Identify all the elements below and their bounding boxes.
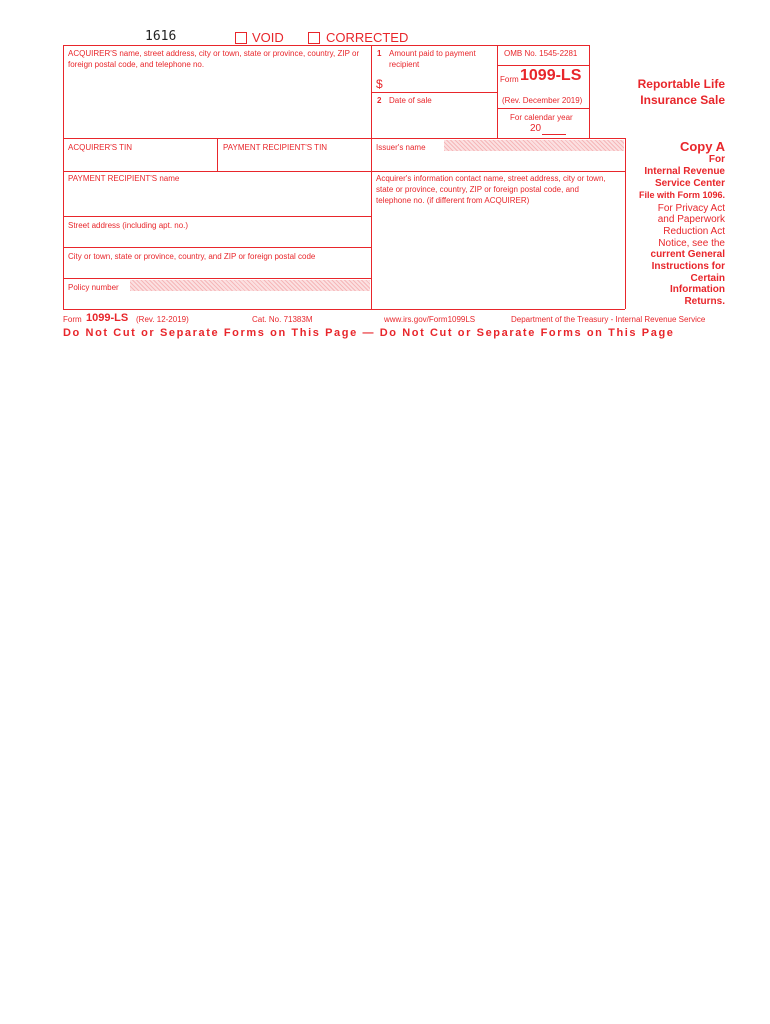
- box2-date-field[interactable]: [375, 107, 495, 135]
- side-privacy-2: and Paperwork: [657, 214, 725, 225]
- recipient-name-label: PAYMENT RECIPIENT'S name: [68, 174, 180, 183]
- calendar-year-field[interactable]: [542, 134, 566, 135]
- street-address-label: Street address (including apt. no.): [68, 221, 189, 230]
- form-code: 1616: [145, 29, 177, 44]
- side-instr-1: current General: [650, 249, 725, 260]
- acquirer-name-label: ACQUIRER'S name, street address, city or town, state or province, country, ZIP or foreign postal code, and telephone no.: [68, 49, 360, 69]
- side-file-with: File with Form 1096.: [638, 190, 725, 200]
- footer-form-name: 1099-LS: [86, 312, 129, 324]
- footer-form-prefix: Form: [63, 315, 82, 324]
- box1-label: Amount paid to payment recipient: [389, 49, 476, 69]
- side-irs-1: Internal Revenue: [644, 166, 725, 177]
- policy-number-shade: [130, 280, 370, 291]
- side-instr-3: Certain: [690, 273, 725, 284]
- void-label: VOID: [252, 30, 284, 45]
- issuer-name-shade: [444, 140, 624, 151]
- policy-number-label: Policy number: [68, 283, 119, 292]
- side-for: For: [708, 154, 725, 165]
- footer-dept: Department of the Treasury - Internal Revenue Service: [511, 315, 706, 324]
- side-title-1: Reportable Life: [637, 77, 725, 91]
- acquirer-tin-label: ACQUIRER'S TIN: [68, 143, 133, 152]
- calendar-year-label: For calendar year: [510, 113, 573, 122]
- form-revision: (Rev. December 2019): [502, 96, 583, 105]
- acquirer-contact-label: Acquirer's information contact name, street address, city or town, state or province, country, ZIP or foreign postal code, and telephone no. (if different from ACQUIRER): [376, 174, 606, 205]
- side-irs-2: Service Center: [654, 178, 725, 189]
- recipient-tin-label: PAYMENT RECIPIENT'S TIN: [223, 143, 328, 152]
- box1-dollar: $: [376, 77, 383, 91]
- form-name: 1099-LS: [520, 67, 582, 84]
- side-instr-4: Information: [670, 284, 725, 295]
- footer-cat-no: Cat. No. 71383M: [252, 315, 313, 324]
- box1-number: 1: [377, 49, 382, 58]
- side-privacy-1: For Privacy Act: [657, 203, 725, 214]
- side-privacy-4: Notice, see the: [658, 238, 725, 249]
- issuer-name-label: Issuer's name: [376, 143, 426, 152]
- form-prefix: Form: [500, 75, 519, 84]
- box2-label: Date of sale: [389, 96, 432, 105]
- corrected-label: CORRECTED: [326, 30, 409, 45]
- box1-amount-field[interactable]: [388, 72, 494, 90]
- side-instr-5: Returns.: [684, 296, 725, 307]
- side-privacy-3: Reduction Act: [663, 226, 725, 237]
- footer-rev: (Rev. 12-2019): [136, 315, 189, 324]
- omb-number: OMB No. 1545-2281: [504, 49, 578, 58]
- box2-number: 2: [377, 96, 382, 105]
- void-checkbox[interactable]: [235, 32, 247, 44]
- footer-url: www.irs.gov/Form1099LS: [384, 315, 476, 324]
- corrected-checkbox[interactable]: [308, 32, 320, 44]
- calendar-year-prefix: 20: [530, 123, 542, 134]
- side-instr-2: Instructions for: [651, 261, 725, 272]
- city-label: City or town, state or province, country, and ZIP or foreign postal code: [68, 252, 316, 261]
- do-not-cut-notice: Do Not Cut or Separate Forms on This Page — Do Not Cut or Separate Forms on This Page: [63, 327, 675, 339]
- side-title-2: Insurance Sale: [640, 93, 725, 107]
- copy-a: Copy A: [679, 139, 725, 154]
